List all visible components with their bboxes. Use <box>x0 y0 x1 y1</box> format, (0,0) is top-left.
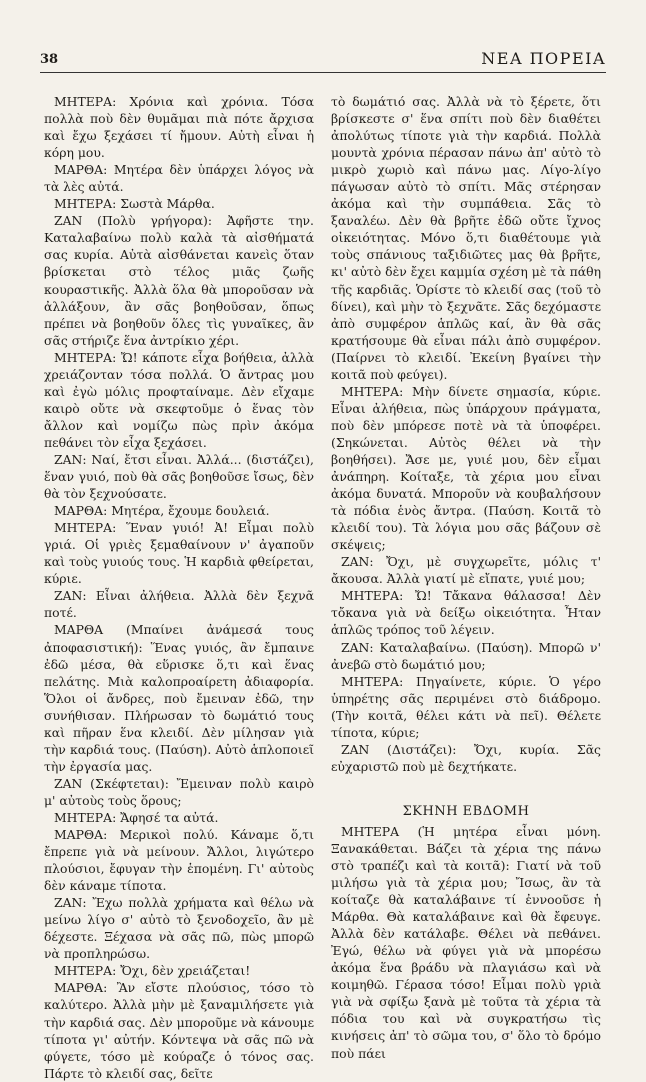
dialogue-paragraph: ΜΗΤΕΡΑ: Πηγαίνετε, κύριε. Ὁ γέρο ὑπηρέτης σᾶς περιμένει στὸ διάδρομο. (Τὴν κοιτᾶ, θέλει κάτι νὰ πεῖ). Θέλετε τίποτα, κύριε; <box>331 673 601 740</box>
dialogue-paragraph: ΜΑΡΘΑ: Μητέρα δὲν ὑπάρχει λόγος νὰ τὰ λὲς αὐτά. <box>44 162 314 195</box>
dialogue-paragraph: ΖΑΝ: Ναί, ἔτσι εἶναι. Ἀλλά... (διστάζει), ἕναν γυιό, ποὺ θὰ σᾶς βοηθοῦσε ἴσως, δὲν θὰ τὸν ξεχνούσατε. <box>44 451 314 502</box>
left-column <box>44 93 314 1082</box>
dialogue-paragraph: ΜΑΡΘΑ: Μερικοὶ πολύ. Κάναμε ὅ,τι ἔπρεπε γιὰ νὰ μείνουν. Ἄλλοι, λιγώτερο πλούσιοι, ἔφυγαν τὴν ἑπομένη. Γι' αὐτοὺς δὲν κάναμε τίποτα. <box>44 827 314 894</box>
dialogue-paragraph: ΜΗΤΕΡΑ (Ἡ μητέρα εἶναι μόνη. Ξανακάθεται. Βάζει τὰ χέρια της πάνω στὸ τραπέζι καὶ τὰ κοιτᾶ): Γιατί νὰ τοῦ μιλήσω γιὰ τὰ χέρια μου; Ἴσως, ἂν τὰ κοίταζε θὰ καταλάβαινε τί ἐννοοῦσε ἡ Μάρθα. Θὰ καταλάβαινε καὶ θὰ ἔφευγε. Ἀλλὰ δὲν κατάλαβε. Θέλει νὰ πεθάνει. Ἐγώ, θέλω νὰ φύγει γιὰ νὰ μπορέσω ἀκόμα ἕνα βράδυ νὰ πλαγιάσω καὶ νὰ κοιμηθῶ. Γέρασα τόσο! Εἶμαι πολὺ γριὰ γιὰ νὰ σφίξω ξανὰ μὲ τοῦτα τὰ χέρια τὰ πόδια του καὶ νὰ συγκρατήσω τὶς κινήσεις ἀπ' τὸ σῶμα του, σ' ὅλο τὸ δρόμο ποὺ πάει <box>331 823 601 1061</box>
dialogue-paragraph: ΜΗΤΕΡΑ: Ὄχι, δὲν χρειάζεται! <box>54 963 251 979</box>
dialogue-paragraph: ΖΑΝ: Εἶναι ἀλήθεια. Ἀλλὰ δὲν ξεχνᾶ ποτέ. <box>44 588 314 621</box>
dialogue-paragraph: ΖΑΝ (Σκέφτεται): Ἔμειναν πολὺ καιρὸ μ' αὐτοὺς τοὺς ὅρους; <box>44 775 314 808</box>
dialogue-paragraph: ΜΑΡΘΑ (Μπαίνει ἀνάμεσά τους ἀποφασιστική): Ἕνας γυιός, ἂν ἔμπαινε ἐδῶ μέσα, θὰ εὕρισκε ὅ,τι καὶ ἕνας πελάτης. Μιὰ καλοπροαίρετη ἀδιαφορία. Ὅλοι οἱ ἄνδρες, ποὺ ἔμειναν ἐδῶ, την συνήθισαν. Πλήρωσαν τὸ δωμάτιό τους καὶ πῆραν ἕνα κλειδί. Δὲν μίλησαν γιὰ τὴν καρδιά τους. (Παύση). Αὐτὸ ἁπλοποιεῖ τὴν ἐργασία μας. <box>44 622 314 774</box>
dialogue-paragraph: ΖΑΝ: Καταλαβαίνω. (Παύση). Μπορῶ ν' ἀνεβῶ στὸ δωμάτιό μου; <box>331 639 601 672</box>
dialogue-paragraph: ΖΑΝ: Ὄχι, μὲ συγχωρεῖτε, μόλις τ' ἄκουσα. Ἀλλὰ γιατί μὲ εἴπατε, γυιέ μου; <box>331 554 601 587</box>
dialogue-paragraph: ΖΑΝ (Διστάζει): Ὄχι, κυρία. Σᾶς εὐχαριστῶ ποὺ μὲ δεχτήκατε. <box>331 741 601 774</box>
dialogue-paragraph: ΜΑΡΘΑ: Μητέρα, ἔχουμε δουλειά. <box>54 503 270 519</box>
dialogue-paragraph: ΖΑΝ (Πολὺ γρήγορα): Ἀφῆστε την. Καταλαβαίνω πολὺ καλὰ τὰ αἰσθήματά σας κυρία. Αὐτὰ αἰσθάνεται κανεὶς ὅταν βρίσκεται στὸ τέλος μιᾶς ζωῆς κουραστικῆς. Ἀλλὰ ὅλα θὰ μποροῦσαν νὰ ἀλλάξουν, ἂν σᾶς βοηθοῦσαν, ὅπως πρέπει νὰ βοηθοῦν ὅλες τὶς γυναῖκες, ἂν σᾶς στήριζε ἕνα ἀντρίκιο χέρι. <box>44 213 314 348</box>
dialogue-paragraph: ΜΗΤΕΡΑ: Ὤ! Τἄκανα θάλασσα! Δὲν τὄκανα γιὰ νὰ δείξω οἰκειότητα. Ἦταν ἁπλῶς τρόπος τοῦ λέγειν. <box>331 588 601 638</box>
dialogue-paragraph: τὸ δωμάτιό σας. Ἀλλὰ νὰ τὸ ξέρετε, ὅτι βρίσκεστε σ' ἕνα σπίτι ποὺ δὲν διαθέτει ἀπολύτως τίποτε γιὰ τὴν καρδιά. Πολλὰ μουντὰ χρόνια πέρασαν πάνω ἀπ' αὐτὸ τὸ μικρὸ χωριὸ καὶ πάνω μας. Λίγο-λίγο πάγωσαν αὐτὸ τὸ σπίτι. Μᾶς στέρησαν ἀκόμα καὶ τὴν συμπάθεια. Σᾶς τὸ ξαναλέω. Δὲν θὰ βρῆτε ἐδῶ οὔτε ἴχνος οἰκειότητας. Μόνο ὅ,τι διαθέτουμε γιὰ τοὺς σπάνιους ταξιδιῶτες μας θὰ βρῆτε, κι' αὐτὸ δὲν ἔχει καμμία σχέση μὲ τὰ πάθη τῆς καρδιᾶς. Ὁρίστε τὸ κλειδί σας (τοῦ τὸ δίνει), καὶ μὴν τὸ ξεχνᾶτε. Σᾶς δεχόμαστε ἀπὸ συμφέρον ἁπλῶς καί, ἂν θὰ σᾶς κρατήσουμε θὰ εἶναι πάλι ἀπὸ συμφέρον. (Παίρνει τὸ κλειδί. Ἐκείνη βγαίνει τὴν κοιτᾶ ποὺ φεύγει). <box>331 94 601 382</box>
page-number: 38 <box>40 52 59 67</box>
header-rule <box>40 72 606 73</box>
dialogue-paragraph: ΜΗΤΕΡΑ: Μὴν δίνετε σημασία, κύριε. Εἶναι ἀλήθεια, πὼς ὑπάρχουν πράγματα, ποὺ δὲν μπόρεσε ποτὲ νὰ τὰ ὑποφέρει. (Σηκώνεται. Αὐτὸς θέλει νὰ τὴν βοηθήσει). Ἄσε με, γυιέ μου, δὲν εἶμαι ἀνάπηρη. Κοίταξε, τὰ χέρια μου εἶναι ἀκόμα δυνατά. Μποροῦν νὰ κουβαλήσουν τὰ πόδια ἑνὸς ἄντρα. (Παύση. Κοιτᾶ τὸ κλειδί του). Τὰ λόγια μου σᾶς βάζουν σὲ σκέψεις; <box>331 383 601 553</box>
dialogue-paragraph: ΜΗΤΕΡΑ: Σωστὰ Μάρθα. <box>54 196 215 212</box>
dialogue-paragraph: ΜΗΤΕΡΑ: Ἄφησέ τα αὐτά. <box>54 809 219 825</box>
dialogue-paragraph: ΜΗΤΕΡΑ: Ἕναν γυιό! Ἀ! Εἶμαι πολὺ γριά. Οἱ γριὲς ξεμαθαίνουν ν' ἀγαποῦν καὶ τοὺς γυιούς τους. Ἡ καρδιὰ φθείρεται, κύριε. <box>44 520 314 587</box>
scene-heading: ΣΚΗΝΗ ΕΒΔΟΜΗ <box>402 803 530 819</box>
dialogue-paragraph: ΖΑΝ: Ἔχω πολλὰ χρήματα καὶ θέλω νὰ μείνω λίγο σ' αὐτὸ τὸ ξενοδοχεῖο, ἂν μὲ δέχεστε. Ξέχασα νὰ σᾶς πῶ, πὼς μπορῶ νὰ προπληρώσω. <box>44 895 314 962</box>
dialogue-paragraph: ΜΗΤΕΡΑ: Χρόνια καὶ χρόνια. Τόσα πολλὰ ποὺ δὲν θυμᾶμαι πιὰ πότε ἄρχισα καὶ ἔχω ξεχάσει τί ἤμουν. Αὐτὴ εἶναι ἡ κόρη μου. <box>44 94 314 161</box>
journal-title: ΝΕΑ ΠΟΡΕΙΑ <box>481 49 606 68</box>
dialogue-paragraph: ΜΑΡΘΑ: Ἂν εἴστε πλούσιος, τόσο τὸ καλύτερο. Ἀλλὰ μὴν μὲ ξαναμιλήσετε γιὰ τὴν καρδιά σας. Δὲν μποροῦμε νὰ κάνουμε τίποτα γι' αὐτήν. Κόντεψα νὰ σᾶς πῶ νὰ φύγετε, τόσο μὲ κούραζε ὁ τόνος σας. Πάρτε τὸ κλειδί σας, δεῖτε <box>44 980 314 1081</box>
page-header <box>40 44 606 74</box>
dialogue-paragraph: ΜΗΤΕΡΑ: Ὤ! κάποτε εἶχα βοήθεια, ἀλλὰ χρειάζονταν τόσα πολλά. Ὁ ἄντρας μου καὶ ἐγὼ μόλις προφταίναμε. Δὲν εἴχαμε καιρὸ οὔτε νὰ σκεφτοῦμε ὁ ἕνας τὸν ἄλλον καὶ νομίζω πὼς πρὶν ἀκόμα πεθάνει τὸν εἶχα ξεχάσει. <box>44 349 314 450</box>
right-column <box>331 93 601 1062</box>
